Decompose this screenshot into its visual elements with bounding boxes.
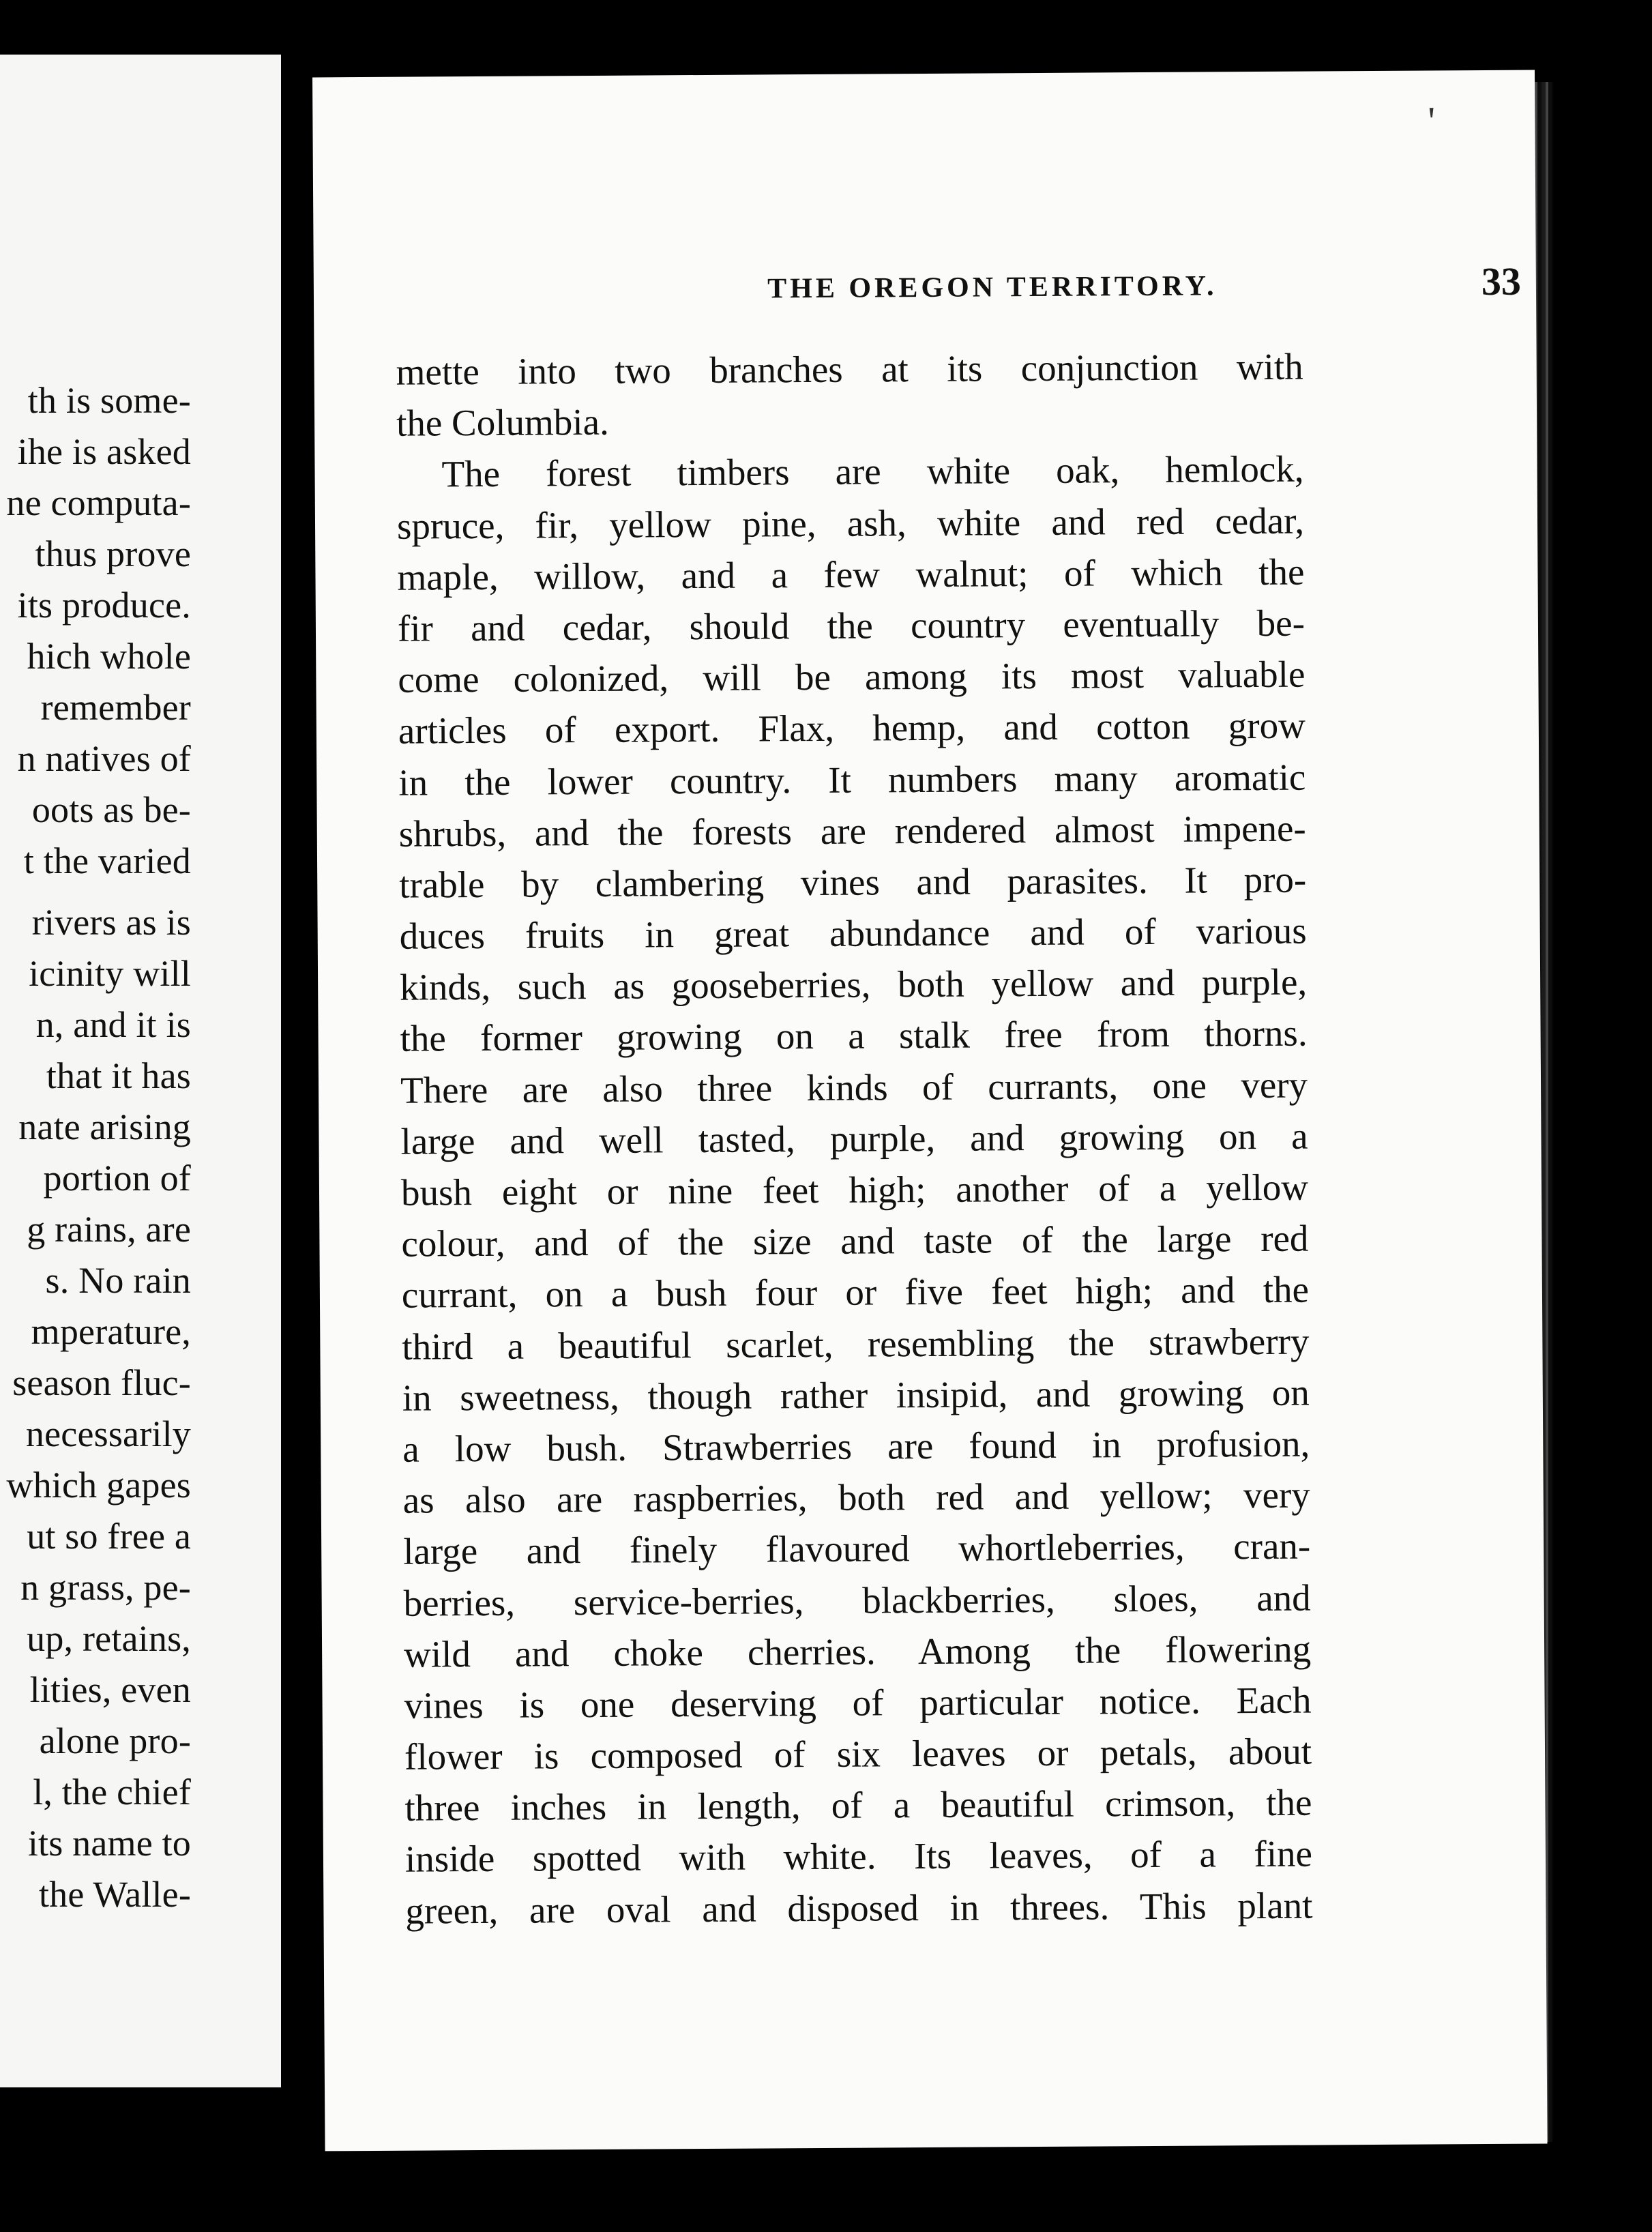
text-line: wild and choke cherries. Among the flowering [403, 1628, 1312, 1675]
text-line: mperature, [31, 1311, 191, 1352]
text-line: inside spotted with white. Its leaves, of a fine [404, 1833, 1313, 1881]
text-line: its name to [27, 1823, 191, 1864]
text-line: trable by clambering vines and parasites. It pro- [399, 858, 1307, 906]
previous-page-text [0, 375, 191, 1920]
text-line: The forest timbers are white oak, hemlock, [441, 447, 1304, 495]
text-line: necessarily [25, 1413, 191, 1454]
text-line: alone pro- [39, 1720, 191, 1761]
text-line: come colonized, will be among its most valuable [398, 653, 1306, 701]
text-line: in sweetness, though rather insipid, and growing on [402, 1371, 1310, 1419]
text-line: the former growing on a stalk free from thorns. [400, 1012, 1308, 1060]
text-line: n grass, pe- [20, 1567, 191, 1608]
text-line: ut so free a [27, 1516, 191, 1557]
text-line: green, are oval and disposed in threes. This plant [405, 1884, 1313, 1932]
text-line: large and well tasted, purple, and growing on a [400, 1115, 1308, 1162]
text-line: ne computa- [6, 482, 191, 523]
text-line: n, and it is [35, 1004, 191, 1045]
text-line: the Columbia. [396, 401, 609, 444]
text-line: t the varied [23, 840, 191, 881]
text-line: colour, and of the size and taste of the large red [401, 1217, 1309, 1265]
text-line: There are also three kinds of currants, one very [400, 1063, 1308, 1111]
text-line: maple, willow, and a few walnut; of which the [397, 550, 1305, 598]
text-line: s. No rain [45, 1260, 191, 1301]
page-number: 33 [1481, 259, 1522, 304]
book-page [312, 70, 1548, 2152]
text-line: berries, service-berries, blackberries, sloes, and [403, 1576, 1311, 1624]
text-line: nate arising [18, 1106, 191, 1147]
text-line: hich whole [27, 636, 191, 677]
text-line: the Walle- [38, 1874, 191, 1915]
text-line: three inches in length, of a beautiful crimson, the [404, 1781, 1312, 1829]
text-line: remember [40, 687, 191, 728]
text-line: bush eight or nine feet high; another of a yellow [400, 1166, 1309, 1214]
text-line: th is some- [27, 380, 191, 421]
text-line: g rains, are [27, 1209, 191, 1250]
text-line: that it has [46, 1055, 191, 1096]
previous-page-fragment [0, 55, 281, 2087]
text-line: thus prove [35, 533, 191, 574]
text-line: its produce. [17, 585, 191, 626]
running-title: THE OREGON TERRITORY. [767, 270, 1218, 305]
running-header [614, 259, 1522, 328]
text-line: n natives of [17, 738, 191, 779]
text-line: duces fruits in great abundance and of various [399, 909, 1307, 957]
text-line: articles of export. Flax, hemp, and cotton grow [398, 704, 1306, 752]
text-line: currant, on a bush four or five feet high; and the [401, 1268, 1310, 1317]
ink-mark: ' [1428, 98, 1436, 144]
text-line: l, the chief [33, 1772, 191, 1812]
text-line: lities, even [29, 1669, 191, 1710]
text-line: spruce, fir, yellow pine, ash, white and red cedar, [396, 499, 1305, 547]
text-line: rivers as is [31, 902, 191, 943]
book-gutter [281, 41, 312, 2101]
text-line: third a beautiful scarlet, resembling the strawberry [402, 1320, 1310, 1368]
text-line: ihe is asked [17, 431, 191, 472]
text-line: as also are raspberries, both red and yellow; very [402, 1473, 1310, 1521]
text-line: large and finely flavoured whortleberries, cran- [403, 1525, 1311, 1573]
text-line: season fluc- [12, 1362, 191, 1403]
text-line: shrubs, and the forests are rendered almost impene- [398, 807, 1306, 855]
text-line: which gapes [6, 1465, 191, 1506]
text-line: in the lower country. It numbers many aromatic [398, 756, 1306, 804]
text-line: portion of [43, 1158, 191, 1199]
text-line: fir and cedar, should the country eventually be- [397, 602, 1306, 649]
text-line: a low bush. Strawberries are found in profusion, [402, 1422, 1310, 1470]
text-line: mette into two branches at its conjunction with [396, 345, 1303, 393]
page-body-text [396, 341, 1312, 1937]
text-line: kinds, such as gooseberries, both yellow and purple, [399, 960, 1308, 1008]
text-line: vines is one deserving of particular notice. Each [404, 1679, 1312, 1727]
text-line: up, retains, [27, 1618, 191, 1659]
text-line: icinity will [29, 953, 191, 994]
text-line: oots as be- [31, 789, 191, 830]
text-line: flower is composed of six leaves or petals, about [404, 1730, 1312, 1778]
